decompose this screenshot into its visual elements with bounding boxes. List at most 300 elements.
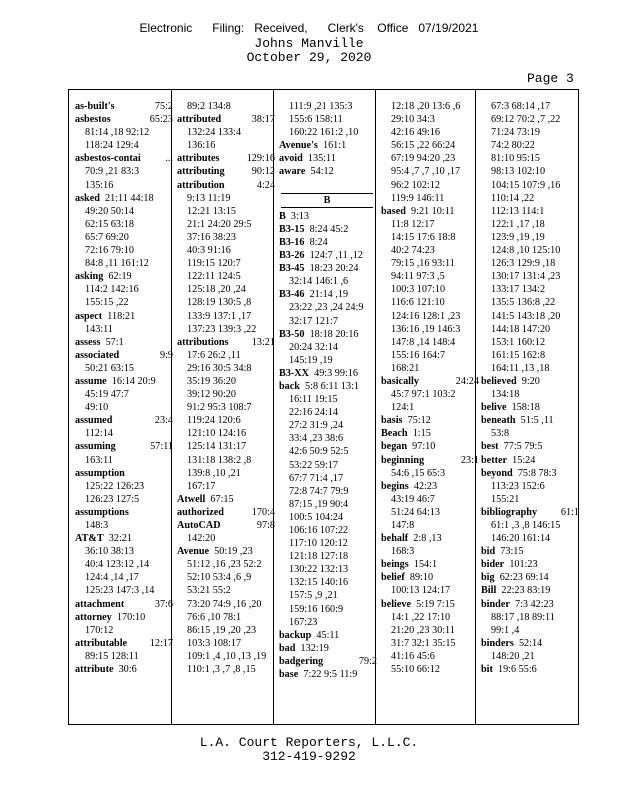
index-page-refs: 135:16 — [85, 179, 114, 191]
index-page-refs: 164:11 ,13 ,18 — [491, 362, 550, 374]
index-term: attribute — [75, 664, 114, 676]
index-page-refs: 125:22 126:23 — [85, 480, 145, 492]
index-entry — [481, 545, 579, 558]
index-page-refs: 135:11 — [302, 153, 336, 165]
index-page-refs: 8:24 — [304, 236, 328, 248]
index-term: associated — [75, 349, 120, 361]
index-page-refs: 73:15 — [495, 546, 524, 558]
index-entry — [177, 493, 275, 506]
index-spacer — [279, 179, 377, 192]
index-term: B3-15 — [279, 223, 305, 235]
index-entry — [279, 236, 377, 249]
index-page-refs: 123:9 ,19 ,19 — [491, 231, 545, 243]
index-page-refs: 51:12 ,16 ,23 52:2 — [187, 559, 262, 571]
index-term: belief — [381, 572, 405, 584]
index-entry — [381, 571, 479, 584]
index-entry — [381, 427, 479, 440]
index-page-refs: 86:15 ,19 ,20 ,23 — [187, 624, 257, 636]
index-entry — [481, 414, 579, 427]
index-frame — [68, 89, 579, 725]
index-page-refs: 163:11 — [85, 454, 113, 466]
index-page-refs: 139:8 ,10 ,21 — [187, 467, 241, 479]
index-page-refs: 17:6 26:2 ,11 — [187, 349, 241, 361]
index-entry — [481, 467, 579, 480]
index-term: beginning — [381, 454, 425, 466]
index-term: attributions — [177, 336, 229, 348]
index-page-refs: 81:10 95:15 — [491, 153, 540, 165]
index-page-refs: 62:19 — [103, 271, 132, 283]
index-page-refs: 121:10 124:16 — [187, 428, 247, 440]
index-page-refs: 75:8 78:3 — [512, 467, 557, 479]
index-page-refs: 32:17 121:7 — [289, 315, 338, 327]
index-entry — [75, 192, 173, 205]
index-term: aspect — [75, 310, 103, 322]
index-page-refs: 33:4 ,23 38:6 — [289, 433, 344, 445]
index-page-refs: 72:8 74:7 79:9 — [289, 485, 349, 497]
index-page-refs: 89:10 — [404, 572, 434, 584]
index-page-refs: 54:12 — [305, 166, 334, 178]
index-page-refs: 75:2 — [154, 101, 173, 112]
index-page-refs: 54:6 ,15 65:3 — [391, 467, 446, 479]
index-term: AT&T — [75, 533, 104, 545]
index-page-refs: 9:9 — [159, 349, 173, 361]
index-entry — [381, 440, 479, 453]
index-term: based — [381, 205, 406, 217]
index-page-refs: 126:3 129:9 ,18 — [491, 258, 556, 270]
index-term: binders — [481, 637, 514, 649]
index-entry — [75, 467, 173, 480]
index-page-refs: 29:16 30:5 34:8 — [187, 362, 252, 374]
index-term: Avenue's — [279, 140, 318, 152]
index-page-refs: 147:8 — [391, 520, 415, 531]
index-entry — [279, 642, 377, 655]
index-page-refs: 40:4 123:12 ,14 — [85, 559, 150, 571]
index-page-refs: 161:1 — [317, 140, 347, 152]
index-entry — [279, 249, 377, 262]
index-entry — [279, 165, 377, 178]
index-page-refs: 42:6 50:9 52:5 — [289, 446, 349, 458]
index-term: begins — [381, 480, 409, 492]
index-page-refs: 42:23 — [408, 480, 438, 492]
index-page-refs: 42:16 49:16 — [391, 127, 440, 139]
index-page-refs: 18:23 20:24 — [304, 263, 359, 275]
index-term: basis — [381, 415, 403, 427]
index-entry — [279, 668, 377, 681]
index-term: attributing — [177, 166, 225, 178]
index-page-refs: 124:4 ,14 ,17 — [85, 572, 139, 584]
index-entry — [279, 629, 377, 642]
index-page-refs: 100:5 104:24 — [289, 511, 344, 523]
case-date: October 29, 2020 — [246, 50, 372, 65]
index-term: aware — [279, 166, 306, 178]
index-entry — [177, 545, 275, 558]
index-entry — [279, 328, 377, 341]
index-page-refs: 69:12 70:2 ,7 ,22 — [491, 114, 561, 126]
index-entry — [177, 152, 275, 165]
index-page-refs: 27:2 31:9 ,24 — [289, 420, 344, 432]
index-page-refs: 110:14 ,22 — [491, 192, 535, 204]
index-page-refs: 130:17 131:4 ,23 — [491, 271, 561, 283]
index-page-refs: 126:23 127:5 — [85, 493, 140, 505]
index-entry — [481, 454, 579, 467]
index-page-refs: 118:21 — [102, 310, 136, 322]
index-entry — [177, 113, 275, 126]
index-term: bad — [279, 642, 296, 654]
index-term: attorney — [75, 611, 112, 623]
index-entry — [177, 336, 275, 349]
index-page-refs: 13:21 — [251, 336, 275, 348]
case-header — [0, 37, 618, 65]
index-page-refs: 30:6 — [113, 664, 137, 676]
index-page-refs: 9:20 — [516, 375, 540, 387]
index-term: AutoCAD — [177, 520, 221, 531]
index-page-refs: 154:1 — [408, 559, 438, 571]
index-page-refs: 100:13 124:17 — [391, 585, 451, 597]
index-page-refs: 121:18 127:18 — [289, 551, 349, 563]
index-page-refs: 61:1 — [560, 506, 579, 518]
index-page-refs: 16:11 19:15 — [289, 394, 338, 406]
index-page-refs: 72:16 79:10 — [85, 245, 134, 257]
index-page-refs: 37:16 38:23 — [187, 231, 236, 243]
index-page-refs: 159:16 160:9 — [289, 603, 344, 615]
index-page-refs: 144:18 147:20 — [491, 323, 551, 335]
index-page-refs: 65:23 — [149, 114, 173, 126]
index-page-refs: 114:2 142:16 — [85, 284, 139, 296]
index-entry — [279, 210, 377, 223]
index-page-refs: 7:3 42:23 — [509, 598, 554, 610]
index-page-refs: 70:9 ,21 83:3 — [85, 166, 140, 178]
index-term: asking — [75, 271, 104, 283]
index-term: attributable — [75, 637, 128, 649]
reporter-phone: 312-419-9292 — [262, 749, 356, 764]
index-term: B3-16 — [279, 236, 305, 248]
index-page-refs: 124:7 ,11 ,12 — [304, 250, 363, 262]
index-entry — [75, 611, 173, 624]
index-page-refs: 16:14 20:9 — [106, 375, 156, 387]
index-page-refs: 67:7 71:4 ,17 — [289, 472, 344, 484]
index-page-refs: 14:1 ,22 17:10 — [391, 611, 451, 623]
index-page-refs: 19:6 55:6 — [492, 664, 537, 676]
index-page-refs: 65:7 69:20 — [85, 231, 129, 243]
index-page-refs: 136:16 ,19 146:3 — [391, 323, 461, 335]
index-page-refs: 168:3 — [391, 546, 415, 558]
index-term: assumptions — [75, 506, 129, 518]
index-term: B3-26 — [279, 250, 305, 262]
index-term: assuming — [75, 441, 116, 453]
index-page-refs: 74:2 80:22 — [491, 140, 535, 152]
index-page-refs: 18:18 20:16 — [304, 328, 359, 340]
index-entry — [279, 367, 377, 380]
index-entry — [381, 558, 479, 571]
index-page-refs: 132:19 — [295, 642, 329, 654]
index-term: attributes — [177, 153, 220, 165]
index-entry — [481, 637, 579, 650]
index-column-1 — [75, 100, 173, 676]
index-page-refs: 40:3 91:16 — [187, 245, 231, 257]
index-entry — [279, 655, 377, 668]
index-page-refs: 106:16 107:22 — [289, 525, 349, 536]
index-entry — [279, 139, 377, 152]
index-page-refs: 97:8 — [256, 520, 275, 531]
index-page-refs: 39:12 90:20 — [187, 389, 236, 401]
index-entry — [279, 262, 377, 275]
index-page-refs: 3:13 — [285, 210, 310, 222]
index-entry — [279, 380, 377, 393]
index-page-refs: 167:23 — [289, 616, 318, 628]
index-column-4 — [381, 100, 479, 676]
index-entry — [75, 152, 173, 165]
index-page-refs: 23:22 ,23 ,24 24:9 — [289, 302, 364, 314]
index-entry — [75, 598, 173, 611]
index-page-refs: 148:3 — [85, 520, 109, 531]
index-page-refs: 89:2 134:8 — [187, 101, 231, 112]
index-term: attribution — [177, 179, 225, 191]
index-entry — [381, 414, 479, 427]
index-term: beneath — [481, 415, 516, 427]
index-page-refs: 160:22 161:2 ,10 — [289, 127, 359, 139]
index-page-refs: 158:18 — [506, 402, 540, 414]
index-page-refs: 50:21 63:15 — [85, 362, 134, 374]
index-term: bider — [481, 559, 505, 571]
index-page-refs: 52:10 53:4 ,6 ,9 — [187, 572, 252, 584]
index-page-refs: 170:12 — [85, 624, 114, 636]
index-page-refs: 147:8 ,14 148:4 — [391, 336, 456, 348]
index-term: binder — [481, 598, 510, 610]
index-term: B3-XX — [279, 367, 309, 379]
index-entry — [481, 375, 579, 388]
index-page-refs: 37:6 — [154, 598, 173, 610]
index-page-refs: 5:8 6:11 13:1 — [299, 380, 360, 392]
index-page-refs: 40:2 74:23 — [391, 245, 435, 257]
index-entry — [279, 288, 377, 301]
index-page-refs: 15:24 — [507, 454, 536, 466]
index-entry — [177, 179, 275, 192]
index-entry — [381, 205, 479, 218]
index-term: beyond — [481, 467, 513, 479]
index-entry — [177, 506, 275, 519]
index-entry — [177, 519, 275, 532]
index-entry — [481, 506, 579, 519]
index-page-refs: 87:15 ,19 90:4 — [289, 498, 349, 510]
index-page-refs: 35:19 36:20 — [187, 375, 236, 387]
index-page-refs: 21:14 ,19 — [304, 289, 349, 301]
index-term: belive — [481, 402, 507, 414]
index-entry — [481, 598, 579, 611]
index-page-refs: 57:11 — [150, 441, 173, 453]
index-page-refs: 119:24 120:6 — [187, 415, 241, 427]
index-term: B — [279, 210, 286, 222]
case-title: Johns Manville — [254, 36, 364, 51]
index-entry — [481, 571, 579, 584]
index-page-refs: 31:7 32:1 35:15 — [391, 637, 456, 649]
index-page-refs: 52:14 — [513, 637, 543, 649]
page-number: Page 3 — [527, 71, 574, 86]
index-page-refs: 11:8 12:17 — [391, 218, 435, 230]
index-page-refs: 45:19 47:7 — [85, 389, 129, 401]
index-page-refs: 21:20 ,23 30:11 — [391, 624, 455, 636]
index-term: bit — [481, 664, 493, 676]
index-column-2 — [177, 100, 275, 676]
index-page-refs: 170:4 — [251, 506, 275, 518]
index-page-refs: 71:24 73:19 — [491, 127, 540, 139]
index-page-refs: 79:2 — [358, 655, 377, 667]
index-term: backup — [279, 629, 312, 641]
index-entry — [75, 375, 173, 388]
index-entry — [75, 663, 173, 676]
index-page-refs: 133:17 134:2 — [491, 284, 546, 296]
index-page-refs: 113:23 152:6 — [491, 480, 545, 492]
index-page-refs: 98:13 102:10 — [491, 166, 546, 178]
index-page-refs: 79:15 ,16 93:11 — [391, 258, 455, 270]
index-page-refs: 75:12 — [402, 415, 431, 427]
index-page-refs: 50:19 ,23 — [209, 546, 253, 558]
index-page-refs: 41:16 45:6 — [391, 650, 435, 662]
index-page-refs: 117:10 120:12 — [289, 538, 348, 550]
index-page-refs: 57:1 — [100, 336, 124, 348]
index-page-refs: 142:20 — [187, 533, 216, 545]
index-entry — [381, 375, 479, 388]
index-page-refs: 119:9 146:11 — [391, 192, 445, 204]
index-page-refs: 155:15 ,22 — [85, 297, 129, 309]
index-page-refs: 136:16 — [187, 140, 216, 152]
index-page-refs: 55:10 66:12 — [391, 664, 440, 676]
index-page-refs: 1:15 — [407, 428, 431, 440]
index-entry — [279, 152, 377, 165]
index-entry — [75, 414, 173, 427]
index-page-refs: 110:1 ,3 ,7 ,8 ,15 — [187, 664, 256, 676]
index-page-refs: 7:22 9:5 11:9 — [298, 669, 358, 681]
index-page-refs: 45:11 — [311, 629, 340, 641]
index-page-refs: 49:3 99:16 — [309, 367, 358, 379]
index-term: assumed — [75, 415, 113, 427]
index-page-refs: 53:21 55:2 — [187, 585, 231, 597]
index-page-refs: 53:8 — [491, 428, 510, 440]
index-page-refs: 77:5 79:5 — [498, 441, 543, 453]
index-page-refs: 76:6 ,10 78:1 — [187, 611, 242, 623]
index-page-refs: 21:11 44:18 — [99, 192, 154, 204]
index-entry — [75, 532, 173, 545]
footer — [0, 736, 618, 764]
index-page-refs: 145:19 ,19 — [289, 354, 333, 366]
index-entry — [75, 349, 173, 362]
index-term: big — [481, 572, 495, 584]
index-page-refs: 51:5 ,11 — [515, 415, 554, 427]
section-letter: B — [281, 193, 373, 208]
index-page-refs: 51:24 64:13 — [391, 506, 440, 518]
index-entry — [75, 113, 173, 126]
index-term: assumption — [75, 467, 125, 479]
index-term: Beach — [381, 428, 408, 440]
index-term: Avenue — [177, 546, 210, 558]
index-page-refs: 119:15 120:7 — [187, 258, 241, 270]
index-page-refs: 168:21 — [391, 362, 420, 374]
index-term: avoid — [279, 153, 303, 165]
index-page-refs: 32:21 — [103, 533, 132, 545]
index-entry — [75, 637, 173, 650]
index-page-refs: 104:15 107:9 ,16 — [491, 179, 561, 191]
index-term: back — [279, 380, 300, 392]
index-page-refs: 14:15 17:6 18:8 — [391, 231, 456, 243]
index-term: believe — [381, 598, 411, 610]
index-page-refs: 112:13 114:1 — [491, 205, 545, 217]
index-page-refs: 97:10 — [407, 441, 436, 453]
index-term: base — [279, 669, 299, 681]
index-page-refs: 167:17 — [187, 480, 216, 492]
index-page-refs: 38:17 — [251, 114, 275, 126]
index-page-refs: 103:3 108:17 — [187, 637, 242, 649]
index-page-refs: 22:23 83:19 — [496, 585, 551, 597]
index-page-refs: 84:8 ,11 161:12 — [85, 258, 149, 270]
index-entry — [481, 584, 579, 597]
index-term: Bill — [481, 585, 497, 597]
index-entry — [381, 598, 479, 611]
index-page-refs: 146:20 161:14 — [491, 533, 551, 545]
index-term: best — [481, 441, 499, 453]
index-term: better — [481, 454, 508, 466]
index-term: attachment — [75, 598, 125, 610]
index-page-refs: 133:9 137:1 ,17 — [187, 310, 252, 322]
index-entry — [481, 440, 579, 453]
index-page-refs: 53:22 59:17 — [289, 459, 338, 471]
reporter-name: L.A. Court Reporters, L.L.C. — [199, 735, 419, 750]
index-term: authorized — [177, 506, 224, 518]
index-page-refs: 43:19 46:7 — [391, 493, 435, 505]
index-term: B3-45 — [279, 263, 305, 275]
index-entry — [381, 532, 479, 545]
index-page-refs: 118:24 129:4 — [85, 140, 139, 152]
index-term: basically — [381, 375, 419, 387]
index-page-refs: 155:6 158:11 — [289, 114, 343, 126]
index-term: asked — [75, 192, 100, 204]
index-page-refs: 89:15 128:11 — [85, 650, 139, 662]
index-page-refs: 62:15 63:18 — [85, 218, 134, 230]
index-term: behalf — [381, 533, 409, 545]
index-page-refs: 9:13 11:19 — [187, 192, 231, 204]
index-term: believed — [481, 375, 517, 387]
index-page-refs: 24:24 — [455, 375, 479, 387]
index-page-refs: 73:20 74:9 ,16 ,20 — [187, 598, 262, 610]
index-entry — [75, 270, 173, 283]
index-page-refs: 137:23 139:3 ,22 — [187, 323, 257, 335]
index-term: bid — [481, 546, 496, 558]
index-term: attributed — [177, 114, 222, 126]
index-entry — [75, 506, 173, 519]
index-term: B3-46 — [279, 289, 305, 301]
index-page-refs: 124:1 — [391, 402, 415, 414]
index-page-refs: 155:21 — [491, 493, 520, 505]
index-page-refs: 23:1 — [460, 454, 479, 466]
index-page-refs: ... — [165, 153, 173, 165]
index-column-5 — [481, 100, 579, 676]
index-page-refs: 12:18 ,20 13:6 ,6 — [391, 101, 461, 112]
index-term: B3-50 — [279, 328, 305, 340]
index-page-refs: 155:16 164:7 — [391, 349, 446, 361]
index-page-refs: 129:16 — [246, 153, 275, 165]
index-term: assess — [75, 336, 101, 348]
index-page-refs: 99:1 ,4 — [491, 624, 520, 636]
index-entry — [75, 336, 173, 349]
index-term: as-built's — [75, 101, 115, 112]
index-page-refs: 128:19 130:5 ,8 — [187, 297, 252, 309]
index-page-refs: 148:20 ,21 — [491, 650, 535, 662]
index-page-refs: 67:3 68:14 ,17 — [491, 101, 551, 112]
index-page-refs: 62:23 69:14 — [494, 572, 549, 584]
index-term: beings — [381, 559, 409, 571]
index-entry — [279, 223, 377, 236]
index-page-refs: 36:10 38:13 — [85, 546, 134, 558]
index-page-refs: 81:14 ,18 92:12 — [85, 127, 150, 139]
index-page-refs: 21:1 24:20 29:5 — [187, 218, 252, 230]
